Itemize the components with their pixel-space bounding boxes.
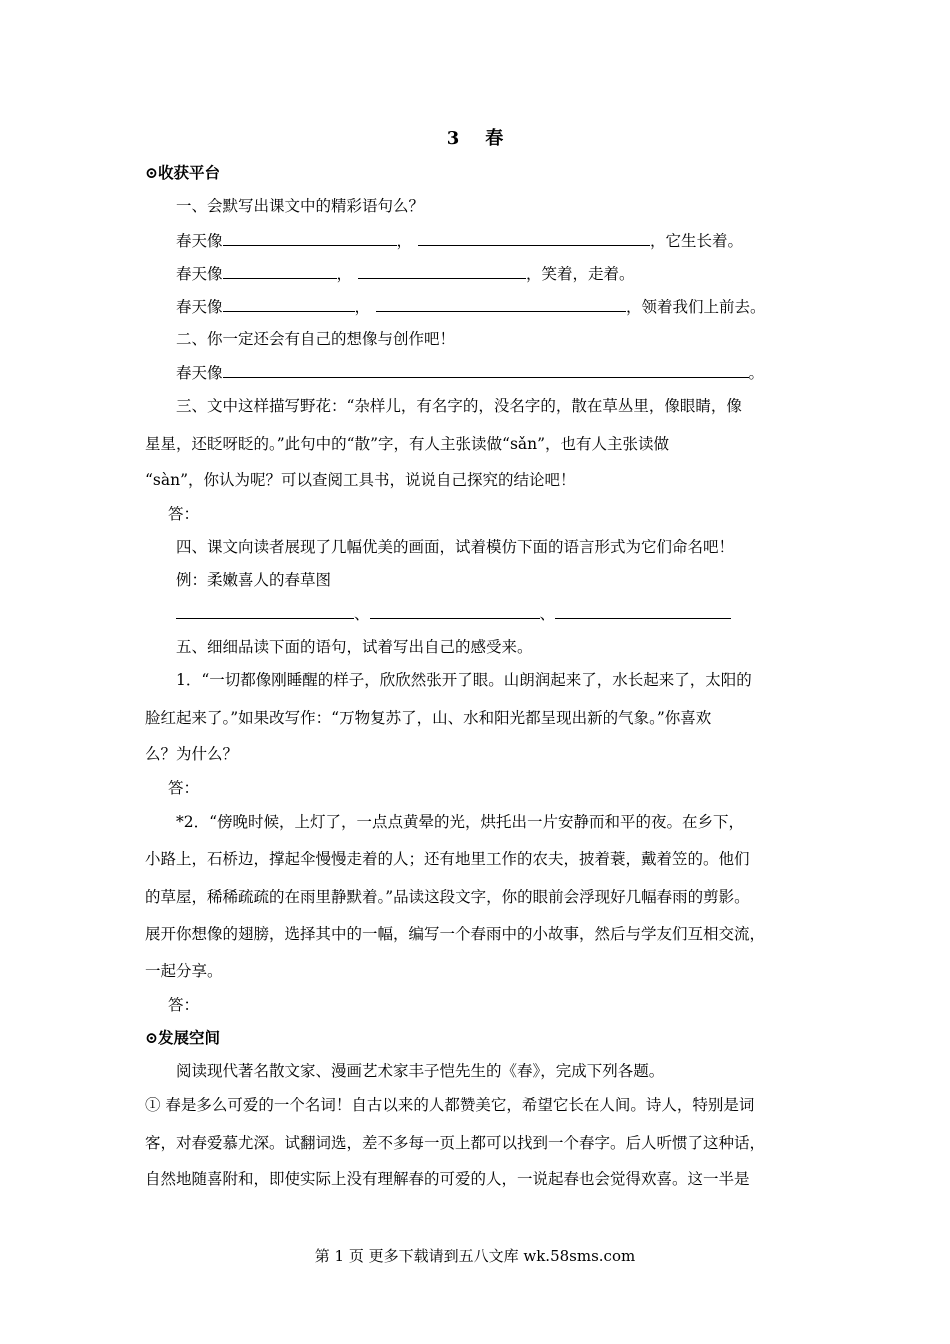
q5-item-1-line-3: 么？为什么？	[145, 745, 239, 763]
blank[interactable]	[555, 603, 731, 619]
section-heading-development: ⊙发展空间	[145, 1028, 220, 1047]
question-3-answer-label: 答：	[168, 505, 200, 523]
lesson-title: 春	[485, 128, 504, 149]
q5-item-2-line-5: 一起分享。	[145, 962, 223, 980]
lesson-number: 3	[446, 128, 460, 149]
q1-fill-line-2: 春天像 ， ，笑着，走着。	[176, 265, 635, 283]
q1-fill-line-3: 春天像 ， ，领着我们上前去。	[176, 298, 766, 316]
question-5-prompt: 五、细细品读下面的语句，试着写出自己的感受来。	[176, 638, 533, 656]
q5-item-2-line-3: 的草屋，稀稀疏疏的在雨里静默着。”品读这段文字，你的眼前会浮现好几幅春雨的剪影。	[145, 888, 750, 906]
blank[interactable]	[418, 230, 650, 246]
q5-item-2-line-1: *2．“傍晚时候，上灯了，一点点黄晕的光，烘托出一片安静而和平的夜。在乡下，	[176, 813, 745, 831]
blank[interactable]	[223, 230, 397, 246]
reading-paragraph-1-line-2: 客，对春爱慕尤深。试翻词选，差不多每一页上都可以找到一个春字。后人听惯了这种话，	[145, 1134, 766, 1152]
blank[interactable]	[176, 603, 354, 619]
q2-fill-line: 春天像 。	[176, 364, 765, 382]
question-3-line-1: 三、文中这样描写野花：“杂样儿，有名字的，没名字的，散在草丛里，像眼睛，像	[176, 397, 742, 415]
q5-item-1-line-2: 脸红起来了。”如果改写作：“万物复苏了，山、水和阳光都呈现出新的气象。”你喜欢	[145, 709, 712, 727]
blank[interactable]	[358, 263, 526, 279]
q1-fill-line-1: 春天像 ， ，它生长着。	[176, 232, 744, 250]
question-4-prompt: 四、课文向读者展现了几幅优美的画面，试着模仿下面的语言形式为它们命名吧！	[176, 538, 735, 556]
q5-item-2-line-4: 展开你想像的翅膀，选择其中的一幅，编写一个春雨中的小故事，然后与学友们互相交流，	[145, 925, 766, 943]
q5-item-1-line-1: 1．“一切都像刚睡醒的样子，欣欣然张开了眼。山朗润起来了，水长起来了，太阳的	[176, 671, 752, 689]
blank[interactable]	[370, 603, 540, 619]
q4-fill-line: 、 、	[176, 603, 731, 624]
question-3-line-3: “sàn”，你认为呢？可以查阅工具书，说说自己探究的结论吧！	[145, 471, 576, 489]
blank[interactable]	[223, 362, 749, 378]
question-2-prompt: 二、你一定还会有自己的想像与创作吧！	[176, 330, 456, 348]
question-3-line-2: 星星，还眨呀眨的。”此句中的“散”字，有人主张读做“sǎn”，也有人主张读做	[145, 435, 670, 453]
reading-paragraph-1-line-3: 自然地随喜附和，即使实际上没有理解春的可爱的人，一说起春也会觉得欢喜。这一半是	[145, 1170, 750, 1188]
reading-intro: 阅读现代著名散文家、漫画艺术家丰子恺先生的《春》，完成下列各题。	[176, 1062, 665, 1080]
q5-item-2-line-2: 小路上，石桥边，撑起伞慢慢走着的人；还有地里工作的农夫，披着蓑，戴着笠的。他们	[145, 850, 750, 868]
reading-paragraph-1-line-1: ① 春是多么可爱的一个名词！自古以来的人都赞美它，希望它长在人间。诗人，特别是词	[145, 1096, 755, 1114]
page-title	[0, 124, 950, 150]
blank[interactable]	[223, 263, 337, 279]
section-heading-harvest: ⊙收获平台	[145, 163, 220, 182]
q5-answer-2-label: 答：	[168, 996, 200, 1014]
q5-answer-1-label: 答：	[168, 779, 200, 797]
blank[interactable]	[376, 296, 626, 312]
question-4-example: 例：柔嫩喜人的春草图	[176, 571, 332, 589]
blank[interactable]	[223, 296, 355, 312]
question-1-prompt: 一、会默写出课文中的精彩语句么？	[176, 197, 425, 215]
page-footer: 第 1 页 更多下载请到五八文库 wk.58sms.com	[314, 1247, 636, 1265]
